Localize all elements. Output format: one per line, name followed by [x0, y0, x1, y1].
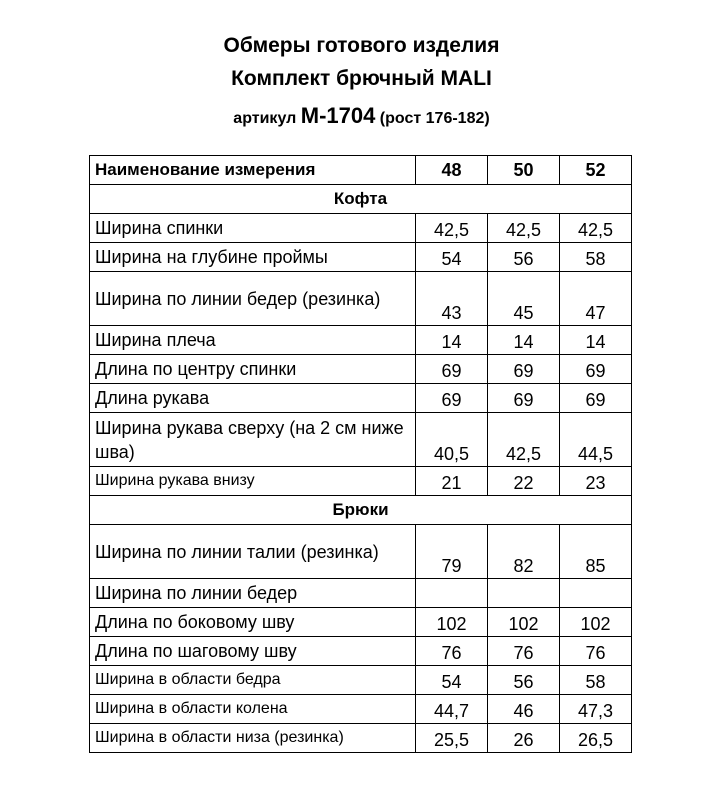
measurement-value: 14: [488, 326, 560, 355]
table-row: [90, 467, 632, 496]
measurement-value: 56: [488, 243, 560, 272]
measurement-value: 56: [488, 666, 560, 695]
measurement-value: 58: [560, 243, 632, 272]
measurement-value: 54: [416, 666, 488, 695]
measurement-value: 26: [488, 724, 560, 753]
measurement-name: Длина по боковому шву: [90, 608, 416, 637]
table-row: [90, 243, 632, 272]
measurement-value: 14: [560, 326, 632, 355]
table-row: [90, 272, 632, 326]
measurement-value: 45: [488, 272, 560, 326]
measurement-value: 102: [488, 608, 560, 637]
measurement-value: 44,5: [560, 413, 632, 467]
measurement-value: 76: [560, 637, 632, 666]
measurement-value: 42,5: [488, 413, 560, 467]
section-title: Кофта: [90, 185, 632, 214]
measurement-value: 69: [560, 355, 632, 384]
measurement-value: 69: [488, 355, 560, 384]
table-row: [90, 214, 632, 243]
product-name: Комплект брючный MALI: [231, 67, 492, 90]
measurement-value: 42,5: [560, 214, 632, 243]
measurement-name: Ширина в области бедра: [90, 666, 416, 695]
table-header-row: [90, 156, 632, 185]
measurement-value: 79: [416, 525, 488, 579]
measurement-value: 69: [416, 384, 488, 413]
measurement-name: Длина рукава: [90, 384, 416, 413]
table-row: [90, 413, 632, 467]
measurement-value: 14: [416, 326, 488, 355]
article-number: М-1704: [300, 103, 376, 128]
column-header-name: Наименование измерения: [90, 156, 416, 185]
article-line: [0, 103, 723, 129]
measurement-value: [560, 579, 632, 608]
measurement-value: 47: [560, 272, 632, 326]
measurement-value: 54: [416, 243, 488, 272]
table-row: [90, 525, 632, 579]
table-row: [90, 326, 632, 355]
measurement-name: Ширина спинки: [90, 214, 416, 243]
measurement-name: Ширина в области колена: [90, 695, 416, 724]
height-note: (рост 176-182): [379, 110, 490, 127]
measurement-name: Ширина по линии бедер (резинка): [90, 272, 416, 326]
measurement-value: 76: [416, 637, 488, 666]
table-row: [90, 579, 632, 608]
measurement-value: 102: [560, 608, 632, 637]
measurements-table: [89, 155, 632, 753]
table-row: [90, 724, 632, 753]
measurement-name: Ширина в области низа (резинка): [90, 724, 416, 753]
measurement-name: Ширина на глубине проймы: [90, 243, 416, 272]
column-header-size-50: 50: [488, 156, 560, 185]
measurement-value: 44,7: [416, 695, 488, 724]
measurement-value: 23: [560, 467, 632, 496]
measurement-value: 21: [416, 467, 488, 496]
measurement-value: 82: [488, 525, 560, 579]
column-header-size-52: 52: [560, 156, 632, 185]
measurement-name: Ширина рукава сверху (на 2 см ниже шва): [90, 413, 416, 467]
measurement-value: 102: [416, 608, 488, 637]
measurement-value: 69: [416, 355, 488, 384]
measurement-name: Ширина рукава внизу: [90, 467, 416, 496]
measurement-value: 42,5: [488, 214, 560, 243]
table-row: [90, 637, 632, 666]
measurement-name: Ширина по линии бедер: [90, 579, 416, 608]
measurement-name: Ширина по линии талии (резинка): [90, 525, 416, 579]
measurement-value: 76: [488, 637, 560, 666]
measurement-name: Длина по шаговому шву: [90, 637, 416, 666]
measurement-value: 85: [560, 525, 632, 579]
measurement-value: 58: [560, 666, 632, 695]
measurement-value: 69: [560, 384, 632, 413]
section-row: [90, 496, 632, 525]
table-row: [90, 608, 632, 637]
document-title: Обмеры готового изделия: [223, 34, 500, 57]
measurement-value: 47,3: [560, 695, 632, 724]
column-header-size-48: 48: [416, 156, 488, 185]
section-title: Брюки: [90, 496, 632, 525]
table-row: [90, 695, 632, 724]
measurement-value: 69: [488, 384, 560, 413]
measurement-value: 22: [488, 467, 560, 496]
measurement-value: 46: [488, 695, 560, 724]
measurement-name: Длина по центру спинки: [90, 355, 416, 384]
table-body: [90, 185, 632, 753]
measurement-value: [416, 579, 488, 608]
article-prefix: артикул: [233, 110, 297, 127]
measurement-name: Ширина плеча: [90, 326, 416, 355]
measurement-value: 25,5: [416, 724, 488, 753]
measurement-value: 26,5: [560, 724, 632, 753]
measurement-value: [488, 579, 560, 608]
table-row: [90, 666, 632, 695]
section-row: [90, 185, 632, 214]
table-row: [90, 384, 632, 413]
table-row: [90, 355, 632, 384]
measurement-value: 43: [416, 272, 488, 326]
measurement-value: 42,5: [416, 214, 488, 243]
measurement-value: 40,5: [416, 413, 488, 467]
